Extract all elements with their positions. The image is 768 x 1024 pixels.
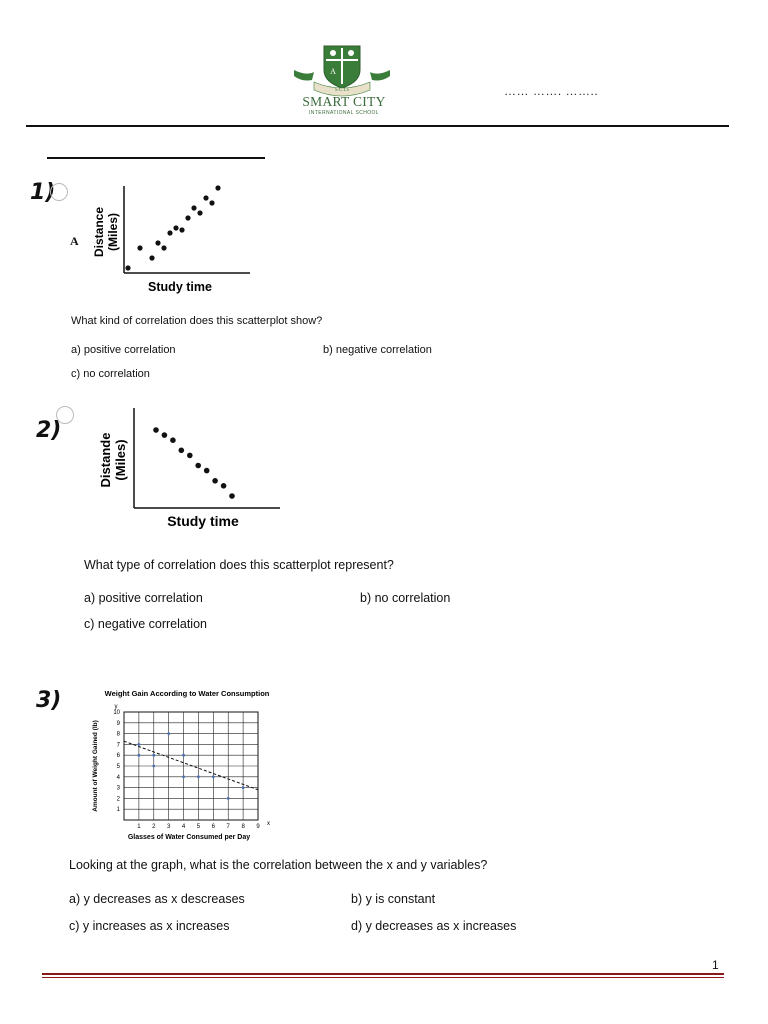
question-2-answer-circle[interactable] — [56, 406, 74, 424]
question-3-y-tick-label: 4 — [116, 774, 120, 781]
question-3-y-tick-label: 7 — [116, 742, 120, 749]
question-1-data-point — [185, 215, 190, 220]
question-1-option-c[interactable]: c) no correlation — [71, 368, 150, 380]
question-3-chart — [84, 684, 290, 844]
question-1-side-label: A — [70, 234, 79, 248]
question-3-data-point — [212, 775, 215, 778]
question-3-data-point — [197, 775, 200, 778]
question-2-data-point — [229, 493, 235, 499]
question-3-y-tick-label: 6 — [116, 753, 120, 760]
question-3-data-point — [182, 775, 185, 778]
question-3-x-tick-label: 1 — [137, 824, 141, 830]
question-3-data-point — [227, 797, 230, 800]
question-1-data-point — [137, 245, 142, 250]
question-3-x-tick-label: 3 — [166, 824, 171, 830]
question-1-data-point — [167, 230, 172, 235]
footer-rule-thin — [42, 977, 724, 978]
question-3-data-point — [242, 786, 245, 789]
name-line — [47, 157, 265, 159]
question-2-data-point — [195, 463, 201, 469]
question-2-data-point — [179, 448, 185, 454]
page-number: 1 — [712, 958, 719, 972]
question-3-text: Looking at the graph, what is the correlation between the x and y variables? — [69, 858, 488, 872]
name-blank-dots: …… ……. …….. — [504, 84, 599, 98]
question-2-text: What type of correlation does this scatterplot represent? — [84, 558, 394, 572]
school-subtitle: INTERNATIONAL SCHOOL — [309, 110, 379, 116]
question-1-data-point — [155, 240, 160, 245]
question-2-data-point — [221, 483, 227, 489]
question-2-data-point — [162, 432, 168, 438]
question-3-y-tick-label: 1 — [116, 807, 120, 814]
question-2-number: 2) — [36, 418, 62, 443]
question-3-x-tick-label: 9 — [256, 824, 260, 830]
question-3-x-tick-label: 2 — [152, 824, 156, 830]
question-3-option-b[interactable]: b) y is constant — [351, 892, 436, 906]
question-1-data-point — [203, 195, 208, 200]
question-1-data-point — [179, 227, 184, 232]
crest-right-banner — [370, 70, 390, 81]
footer-rule — [42, 973, 724, 975]
question-3-y-tick-label: 5 — [116, 764, 120, 770]
question-2-option-b[interactable]: b) no correlation — [360, 591, 451, 605]
question-3-data-point — [167, 732, 170, 735]
question-3-data-point — [138, 743, 141, 746]
question-2-option-a[interactable]: a) positive correlation — [84, 591, 203, 605]
question-3-y-tick-label: 2 — [116, 796, 120, 803]
question-3-x-tick-label: 7 — [226, 824, 230, 830]
crest-letter: A — [330, 67, 336, 76]
question-3-x-axis-label: Glasses of Water Consumed per Day — [127, 834, 251, 841]
question-2-data-point — [204, 468, 210, 474]
question-3-x-tick-label: 6 — [211, 824, 216, 830]
question-3-option-d[interactable]: d) y decreases as x increases — [351, 919, 517, 933]
question-3-x-tick-label: 4 — [181, 824, 186, 830]
question-3-y-tick-label: 8 — [116, 731, 120, 738]
crest-left-banner — [294, 70, 314, 81]
question-1-data-point — [149, 255, 154, 260]
question-1-number: 1) — [30, 180, 56, 205]
question-1-x-axis-label: Study time — [148, 280, 212, 294]
question-3-y-tick-label: 9 — [116, 720, 120, 727]
question-3-x-tick-label: 5 — [196, 824, 201, 830]
question-2-x-axis-label: Study time — [167, 513, 239, 529]
question-3-y-tick-label: 3 — [116, 785, 120, 792]
question-3-data-point — [182, 754, 185, 757]
question-3-option-c[interactable]: c) y increases as x increases — [69, 919, 230, 933]
question-1-data-point — [197, 210, 202, 215]
question-1-data-point — [209, 200, 214, 205]
question-3-number: 3) — [36, 688, 62, 713]
question-1-answer-circle[interactable] — [50, 183, 68, 201]
question-1-option-b[interactable]: b) negative correlation — [323, 344, 432, 356]
question-1-data-point — [215, 185, 220, 190]
question-1-option-a[interactable]: a) positive correlation — [71, 344, 176, 356]
crest-banner-text: S.C.I.S — [334, 88, 350, 93]
question-1-data-point — [173, 225, 178, 230]
question-2-data-point — [170, 437, 176, 443]
question-2-data-point — [187, 453, 193, 459]
header-divider — [26, 125, 729, 127]
question-3-data-point — [138, 754, 141, 757]
question-2-y-axis-label-line1: Distande — [98, 432, 113, 488]
question-3-x-letter: x — [267, 821, 270, 827]
question-3-y-tick-label: 10 — [113, 710, 120, 716]
question-1-y-axis-label-line2: (Miles) — [106, 212, 120, 252]
question-1-data-point — [161, 245, 166, 250]
question-2-scatterplot — [96, 404, 286, 534]
question-3-data-point — [152, 754, 155, 757]
question-1-data-point — [125, 265, 130, 270]
question-2-data-point — [212, 478, 218, 484]
question-3-option-a[interactable]: a) y decreases as x descreases — [69, 892, 245, 906]
question-2-y-axis-label-line2: (Miles) — [113, 439, 128, 481]
question-3-data-point — [152, 765, 155, 768]
question-1-data-point — [191, 205, 196, 210]
question-2-option-c[interactable]: c) negative correlation — [84, 617, 207, 631]
school-name: SMART CITY — [302, 94, 386, 109]
question-3-chart-title: Weight Gain According to Water Consumption — [104, 689, 270, 698]
question-2-data-point — [153, 427, 159, 433]
question-1-text: What kind of correlation does this scatterplot show? — [71, 315, 323, 327]
question-1-scatterplot — [86, 180, 266, 298]
question-3-x-tick-label: 8 — [241, 824, 245, 830]
question-1-y-axis-label-line1: Distance — [92, 206, 106, 258]
question-3-y-letter: y — [114, 704, 118, 710]
question-3-y-axis-label: Amount of Weight Gained (lb) — [92, 720, 99, 812]
